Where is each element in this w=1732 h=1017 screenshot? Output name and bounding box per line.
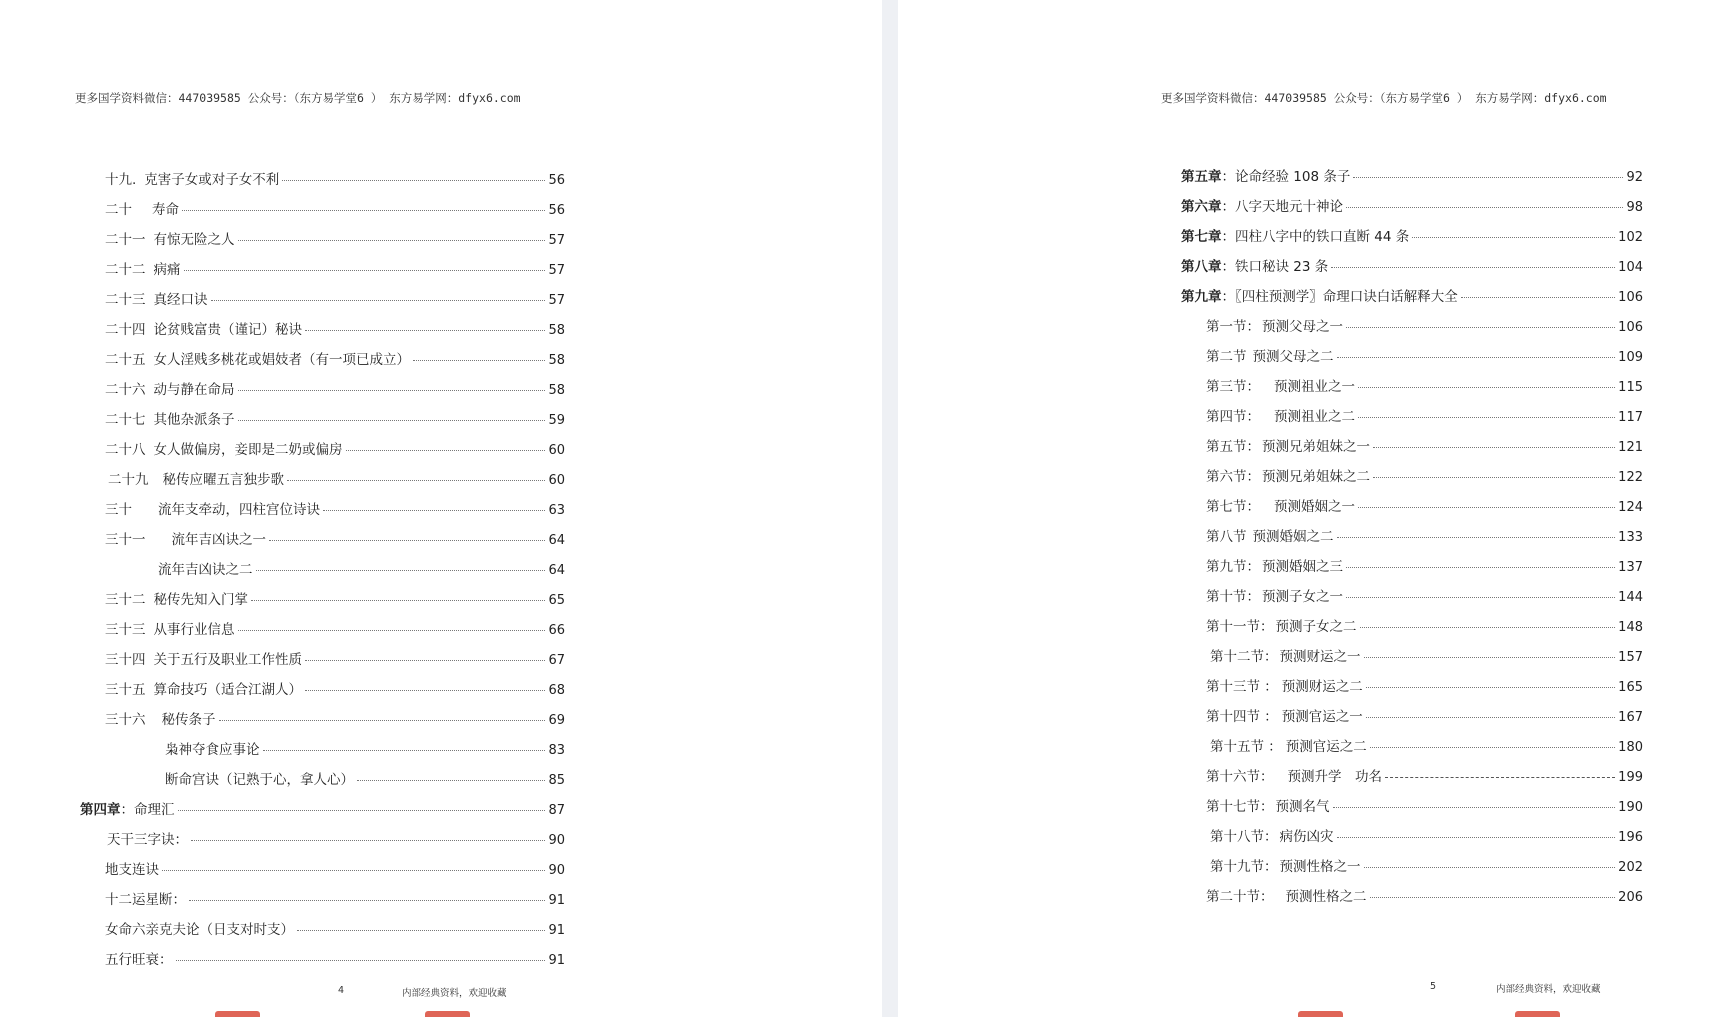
- toc-entry-title: 预测财运之二: [1281, 679, 1363, 695]
- toc-entry-number: 第六节：: [1206, 469, 1260, 485]
- toc-entry-title: 地支连诀: [105, 862, 159, 878]
- toc-entry-page: 206: [1618, 890, 1643, 905]
- toc-entry[interactable]: [105, 528, 565, 548]
- toc-entry-title: 从事行业信息: [153, 622, 235, 638]
- toc-entry-title: 预测子女之二: [1275, 619, 1357, 635]
- toc-entry-page: 190: [1618, 800, 1643, 815]
- toc-entry-number: 第四章: [80, 802, 121, 818]
- toc-entry[interactable]: [1206, 405, 1643, 425]
- toc-leader-dots: [238, 390, 546, 391]
- toc-entry-title: 预测官运之一: [1281, 709, 1363, 725]
- toc-leader-dots: [162, 870, 545, 871]
- red-stamp-mark: [215, 1011, 260, 1017]
- toc-entry[interactable]: [105, 858, 565, 878]
- toc-entry-title: 女人做偏房，妾即是二奶或偏房: [153, 442, 343, 458]
- toc-leader-dots: [1358, 507, 1615, 508]
- toc-entry-number: 二十六: [105, 382, 146, 398]
- footer-note: 内部经典资料，欢迎收藏: [1496, 984, 1601, 995]
- toc-entry-page: 106: [1618, 320, 1643, 335]
- toc-entry-title: 预测祖业之二: [1274, 409, 1355, 425]
- toc-entry-number: 第二十节：: [1206, 889, 1274, 905]
- toc-entry-number: 十九.: [105, 172, 137, 188]
- toc-entry-number: 二十九: [108, 472, 149, 488]
- toc-entry-page: 144: [1618, 590, 1643, 605]
- toc-entry-title: 预测父母之一: [1262, 319, 1343, 335]
- toc-leader-dots: [1360, 627, 1616, 628]
- toc-entry-number: 二十一: [105, 232, 146, 248]
- toc-entry-number: 第十八节：: [1210, 829, 1278, 845]
- toc-entry[interactable]: [105, 198, 565, 218]
- toc-entry[interactable]: [1206, 585, 1643, 605]
- toc-entry-title: ：命理汇: [120, 802, 175, 818]
- toc-entry-title: ：论命经验 108 条子: [1221, 169, 1351, 185]
- toc-entry-title: 预测兄弟姐妹之一: [1262, 439, 1370, 455]
- toc-entry-title: 预测名气: [1275, 799, 1330, 815]
- toc-entry-number: 二十七: [105, 412, 146, 428]
- footer-note: 内部经典资料，欢迎收藏: [402, 988, 507, 999]
- toc-leader-dots: [1337, 837, 1616, 838]
- red-stamp-mark: [1515, 1011, 1560, 1017]
- toc-entry-title: 流年吉凶诀之一: [171, 532, 266, 548]
- toc-entry-title: 克害子女或对子女不利: [144, 172, 280, 188]
- toc-leader-dots: [1364, 867, 1616, 868]
- toc-entry[interactable]: [1181, 195, 1643, 215]
- toc-entry-title: 十二运星断：: [105, 892, 186, 908]
- toc-entry-page: 137: [1618, 560, 1643, 575]
- toc-leader-dots: [346, 450, 546, 451]
- toc-leader-dots: [1331, 267, 1615, 268]
- toc-entry[interactable]: [1210, 825, 1643, 845]
- toc-entry-page: 65: [548, 593, 565, 608]
- toc-entry[interactable]: [105, 918, 565, 938]
- toc-leader-dots: [263, 750, 546, 751]
- toc-entry-page: 58: [548, 323, 565, 338]
- toc-entry-number: 第五节：: [1206, 439, 1260, 455]
- toc-entry[interactable]: [108, 468, 565, 488]
- toc-entry[interactable]: [1206, 465, 1643, 485]
- toc-entry-page: 57: [548, 293, 565, 308]
- toc-leader-dots: [1353, 177, 1623, 178]
- toc-entry[interactable]: [1206, 375, 1643, 395]
- toc-leader-dots: [189, 900, 545, 901]
- toc-entry-title: 预测性格之一: [1279, 859, 1361, 875]
- toc-entry-title: 预测祖业之一: [1274, 379, 1355, 395]
- toc-entry[interactable]: [105, 588, 565, 608]
- toc-entry-page: 115: [1618, 380, 1643, 395]
- toc-entry-number: 第十五节 ：: [1210, 739, 1282, 755]
- toc-entry-page: 59: [548, 413, 565, 428]
- right-page: [898, 0, 1732, 1017]
- toc-entry-page: 91: [548, 953, 565, 968]
- toc-entry[interactable]: [105, 498, 565, 518]
- toc-entry-number: 二十五: [105, 352, 146, 368]
- toc-entry-page: 56: [548, 203, 565, 218]
- toc-entry-title: 其他杂派条子: [153, 412, 235, 428]
- toc-entry-title: 流年支牵动，四柱宫位诗诀: [158, 502, 320, 518]
- toc-entry-title: 秘传先知入门掌: [153, 592, 248, 608]
- toc-entry-title: 病伤凶灾: [1279, 829, 1334, 845]
- toc-entry-number: 第七章: [1181, 229, 1222, 245]
- toc-entry-number: 二十四: [105, 322, 146, 338]
- toc-entry-page: 167: [1618, 710, 1643, 725]
- red-stamp-mark: [425, 1011, 470, 1017]
- toc-leader-dots: [1370, 897, 1616, 898]
- toc-entry[interactable]: [105, 378, 565, 398]
- toc-entry-title: 病痛: [153, 262, 181, 278]
- toc-entry-title: 预测子女之一: [1262, 589, 1343, 605]
- page-gutter: [882, 0, 898, 1017]
- toc-leader-dots: [184, 270, 546, 271]
- toc-leader-dots: [1370, 747, 1615, 748]
- toc-entry[interactable]: [105, 258, 565, 278]
- toc-entry[interactable]: [1181, 225, 1643, 245]
- toc-entry-page: 64: [548, 533, 565, 548]
- toc-entry-number: 第九章: [1181, 289, 1222, 305]
- toc-entry-page: 58: [548, 383, 565, 398]
- toc-entry[interactable]: [1206, 885, 1643, 905]
- toc-entry-page: 199: [1618, 770, 1643, 785]
- toc-entry[interactable]: [1206, 495, 1643, 515]
- toc-entry-title: 断命宫诀（记熟于心，拿人心）: [165, 772, 354, 788]
- toc-entry[interactable]: [1206, 705, 1643, 725]
- toc-entry-number: 第十四节 ：: [1206, 709, 1278, 725]
- toc-entry[interactable]: [1181, 255, 1643, 275]
- toc-leader-dots: [305, 660, 545, 661]
- toc-entry[interactable]: [105, 288, 565, 308]
- toc-entry-number: 三十二: [105, 592, 146, 608]
- toc-leader-dots: [1358, 417, 1615, 418]
- toc-entry[interactable]: [1206, 345, 1643, 365]
- toc-leader-dots: [238, 240, 546, 241]
- toc-leader-dots: [211, 300, 546, 301]
- toc-leader-dots: [178, 810, 546, 811]
- toc-leader-dots: [256, 570, 546, 571]
- toc-entry-title: 天干三字诀：: [107, 832, 188, 848]
- toc-entry-number: 二十八: [105, 442, 146, 458]
- toc-entry-page: 202: [1618, 860, 1643, 875]
- page-header: 更多国学资料微信：447039585 公众号：（东方易学堂6 ） 东方易学网：dfyx6.com: [75, 91, 521, 105]
- toc-entry-title: 预测官运之二: [1285, 739, 1367, 755]
- toc-leader-dots: [182, 210, 545, 211]
- toc-entry-number: 第七节：: [1206, 499, 1260, 515]
- toc-entry-page: 157: [1618, 650, 1643, 665]
- toc-entry-title: 女命六亲克夫论（日支对时支）: [105, 922, 294, 938]
- toc-leader-dots: [1364, 657, 1616, 658]
- toc-leader-dots: [413, 360, 545, 361]
- toc-entry[interactable]: [1206, 765, 1643, 785]
- toc-entry-title: 五行旺衰：: [105, 952, 173, 968]
- toc-leader-dots: [1346, 207, 1623, 208]
- toc-entry-number: 二十: [105, 202, 132, 218]
- toc-entry-number: 三十五: [105, 682, 146, 698]
- toc-entry[interactable]: [105, 318, 565, 338]
- toc-entry[interactable]: [165, 738, 565, 758]
- toc-entry[interactable]: [1206, 615, 1643, 635]
- toc-leader-dots: [282, 180, 545, 181]
- toc-entry-title: 预测财运之一: [1279, 649, 1361, 665]
- toc-entry[interactable]: [105, 438, 565, 458]
- toc-entry-title: 预测升学 功名: [1287, 769, 1382, 785]
- toc-entry-title: ：八字天地元十神论: [1221, 199, 1343, 215]
- toc-entry-title: 关于五行及职业工作性质: [153, 652, 302, 668]
- toc-entry-title: 预测性格之二: [1285, 889, 1367, 905]
- toc-entry-page: 90: [548, 863, 565, 878]
- toc-entry-page: 66: [548, 623, 565, 638]
- toc-entry-page: 57: [548, 233, 565, 248]
- toc-entry-number: 第四节：: [1206, 409, 1260, 425]
- toc-entry-title: ：〖四柱预测学〗命理口诀白话解释大全: [1221, 289, 1458, 305]
- toc-entry-number: 第二节: [1206, 349, 1247, 365]
- toc-entry-page: 85: [548, 773, 565, 788]
- toc-entry-page: 91: [548, 893, 565, 908]
- toc-entry-page: 69: [548, 713, 565, 728]
- toc-entry[interactable]: [105, 948, 565, 968]
- toc-entry-number: 第八章: [1181, 259, 1222, 275]
- toc-leader-dots: [1346, 597, 1615, 598]
- page-number: 4: [338, 985, 345, 996]
- toc-entry-page: 148: [1618, 620, 1643, 635]
- toc-entry-number: 第十二节：: [1210, 649, 1278, 665]
- toc-leader-dots: [1385, 777, 1615, 778]
- toc-entry-page: 109: [1618, 350, 1643, 365]
- toc-entry[interactable]: [105, 888, 565, 908]
- toc-entry-title: 秘传应曜五言独步歌: [162, 472, 284, 488]
- toc-entry-number: 三十六: [105, 712, 146, 728]
- toc-entry[interactable]: [105, 708, 565, 728]
- toc-entry-title: 预测父母之二: [1252, 349, 1334, 365]
- toc-entry[interactable]: [1206, 525, 1643, 545]
- toc-entry[interactable]: [105, 408, 565, 428]
- toc-entry-title: ：四柱八字中的铁口直断 44 条: [1221, 229, 1410, 245]
- toc-leader-dots: [219, 720, 546, 721]
- toc-entry-title: 真经口诀: [153, 292, 208, 308]
- toc-entry[interactable]: [165, 768, 565, 788]
- toc-entry-number: 第十六节：: [1206, 769, 1274, 785]
- toc-entry-title: ：铁口秘诀 23 条: [1221, 259, 1329, 275]
- toc-entry-page: 102: [1618, 230, 1643, 245]
- toc-entry-title: 女人淫贱多桃花或娼妓者（有一项已成立）: [153, 352, 410, 368]
- toc-leader-dots: [1373, 447, 1615, 448]
- toc-leader-dots: [323, 510, 545, 511]
- toc-entry-number: 第十一节：: [1206, 619, 1274, 635]
- red-stamp-mark: [1298, 1011, 1343, 1017]
- toc-entry-page: 91: [548, 923, 565, 938]
- toc-leader-dots: [1366, 717, 1615, 718]
- toc-entry-page: 60: [548, 443, 565, 458]
- toc-leader-dots: [238, 630, 546, 631]
- toc-leader-dots: [1358, 387, 1615, 388]
- toc-entry-page: 122: [1618, 470, 1643, 485]
- toc-entry-page: 83: [548, 743, 565, 758]
- toc-entry-page: 56: [548, 173, 565, 188]
- toc-entry-number: 第六章: [1181, 199, 1222, 215]
- toc-entry-title: 枭神夺食应事论: [165, 742, 260, 758]
- toc-entry[interactable]: [1206, 435, 1643, 455]
- toc-entry-number: 三十一: [105, 532, 146, 548]
- toc-entry-number: 第十七节：: [1206, 799, 1274, 815]
- toc-entry-title: 论贫贱富贵（谨记）秘诀: [153, 322, 302, 338]
- toc-entry-page: 106: [1618, 290, 1643, 305]
- toc-leader-dots: [357, 780, 545, 781]
- toc-entry-number: 第十三节 ：: [1206, 679, 1278, 695]
- toc-entry-title: 动与静在命局: [153, 382, 235, 398]
- toc-entry-number: 二十三: [105, 292, 146, 308]
- toc-entry-page: 90: [548, 833, 565, 848]
- toc-entry-page: 92: [1626, 170, 1643, 185]
- toc-entry-number: 三十三: [105, 622, 146, 638]
- toc-entry-number: 第三节：: [1206, 379, 1260, 395]
- toc-entry-title: 预测婚姻之一: [1274, 499, 1355, 515]
- toc-entry[interactable]: [1181, 285, 1643, 305]
- toc-entry-page: 60: [548, 473, 565, 488]
- toc-entry-title: 算命技巧（适合江湖人）: [153, 682, 302, 698]
- toc-leader-dots: [1412, 237, 1615, 238]
- toc-entry-page: 117: [1618, 410, 1643, 425]
- toc-entry-page: 124: [1618, 500, 1643, 515]
- toc-leader-dots: [269, 540, 545, 541]
- toc-entry-title: 流年吉凶诀之二: [158, 562, 253, 578]
- toc-leader-dots: [251, 600, 545, 601]
- toc-entry-page: 67: [548, 653, 565, 668]
- toc-entry[interactable]: [1206, 315, 1643, 335]
- toc-entry-page: 87: [548, 803, 565, 818]
- toc-entry-number: 第十九节：: [1210, 859, 1278, 875]
- toc-entry-page: 165: [1618, 680, 1643, 695]
- toc-entry-page: 98: [1626, 200, 1643, 215]
- toc-entry-number: 第十节：: [1206, 589, 1260, 605]
- page-header: 更多国学资料微信：447039585 公众号：（东方易学堂6 ） 东方易学网：dfyx6.com: [1161, 91, 1607, 105]
- toc-leader-dots: [1333, 807, 1616, 808]
- toc-entry-page: 104: [1618, 260, 1643, 275]
- toc-entry-page: 133: [1618, 530, 1643, 545]
- toc-entry[interactable]: [105, 618, 565, 638]
- toc-entry[interactable]: [105, 228, 565, 248]
- toc-entry-number: 二十二: [105, 262, 146, 278]
- toc-entry-page: 121: [1618, 440, 1643, 455]
- toc-entry[interactable]: [1181, 165, 1643, 185]
- page-number: 5: [1430, 981, 1437, 992]
- toc-leader-dots: [297, 930, 545, 931]
- toc-entry[interactable]: [1210, 645, 1643, 665]
- toc-entry-number: 三十: [105, 502, 132, 518]
- toc-entry-title: 寿命: [152, 202, 179, 218]
- toc-entry-page: 196: [1618, 830, 1643, 845]
- toc-entry[interactable]: [1210, 735, 1643, 755]
- toc-leader-dots: [1366, 687, 1615, 688]
- toc-entry[interactable]: [1206, 675, 1643, 695]
- toc-entry[interactable]: [105, 648, 565, 668]
- toc-entry[interactable]: [107, 828, 565, 848]
- toc-leader-dots: [1461, 297, 1615, 298]
- toc-entry[interactable]: [105, 168, 565, 188]
- toc-entry-page: 57: [548, 263, 565, 278]
- toc-entry-page: 68: [548, 683, 565, 698]
- toc-leader-dots: [305, 690, 545, 691]
- toc-leader-dots: [1346, 567, 1615, 568]
- toc-entry-title: 预测婚姻之二: [1252, 529, 1334, 545]
- toc-leader-dots: [238, 420, 546, 421]
- toc-leader-dots: [191, 840, 545, 841]
- toc-entry-title: 预测婚姻之三: [1262, 559, 1343, 575]
- toc-leader-dots: [1337, 537, 1616, 538]
- toc-entry-number: 第八节: [1206, 529, 1247, 545]
- toc-entry[interactable]: [158, 558, 565, 578]
- toc-entry[interactable]: [1206, 555, 1643, 575]
- toc-entry-title: 秘传条子: [161, 712, 216, 728]
- toc-entry-page: 180: [1618, 740, 1643, 755]
- toc-entry-page: 64: [548, 563, 565, 578]
- toc-leader-dots: [1337, 357, 1616, 358]
- toc-entry[interactable]: [1206, 795, 1643, 815]
- toc-entry-number: 三十四: [105, 652, 146, 668]
- toc-leader-dots: [176, 960, 546, 961]
- toc-entry[interactable]: [1210, 855, 1643, 875]
- toc-leader-dots: [1373, 477, 1615, 478]
- toc-leader-dots: [305, 330, 545, 331]
- toc-entry-title: 预测兄弟姐妹之二: [1262, 469, 1370, 485]
- toc-entry-page: 58: [548, 353, 565, 368]
- toc-entry[interactable]: [80, 798, 565, 818]
- toc-entry-number: 第九节：: [1206, 559, 1260, 575]
- toc-entry[interactable]: [105, 348, 565, 368]
- toc-leader-dots: [287, 480, 545, 481]
- toc-entry-number: 第一节：: [1206, 319, 1260, 335]
- toc-entry-number: 第五章: [1181, 169, 1222, 185]
- toc-leader-dots: [1346, 327, 1615, 328]
- toc-entry-title: 有惊无险之人: [153, 232, 235, 248]
- toc-entry-page: 63: [548, 503, 565, 518]
- toc-entry[interactable]: [105, 678, 565, 698]
